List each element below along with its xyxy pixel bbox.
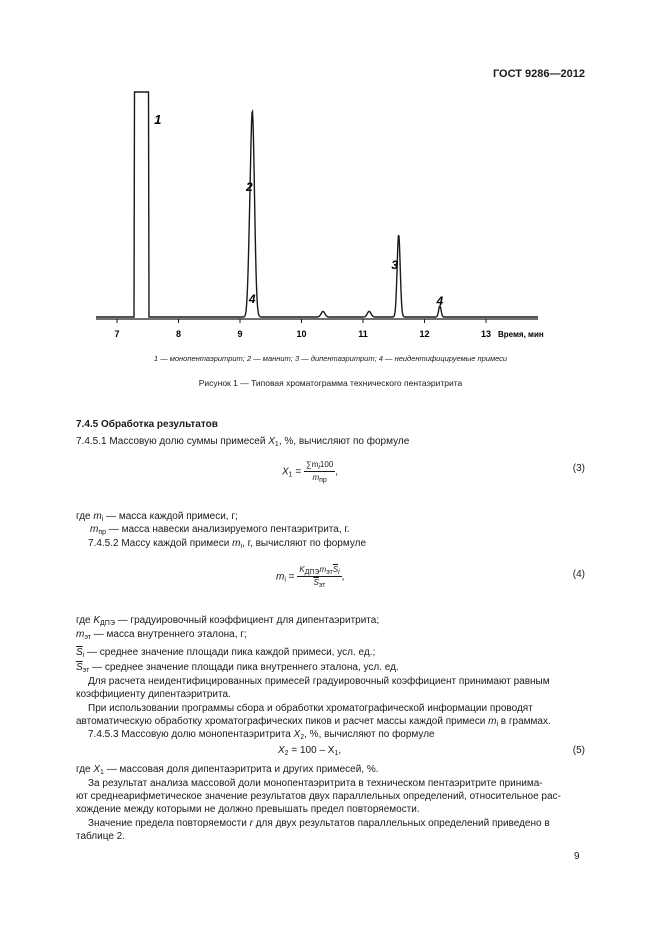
paragraph-7452: 7.4.5.2 Массу каждой примеси $m_i$, г, вычисляют по формуле bbox=[88, 538, 367, 550]
x-tick-label-10: 10 bbox=[296, 329, 307, 339]
x-tick-labels bbox=[114, 329, 491, 339]
x-axis bbox=[96, 319, 538, 323]
paragraph-limit-2: таблице 2. bbox=[76, 831, 126, 842]
equation-3-number: (3) bbox=[572, 463, 585, 474]
paragraph-result-3: хождение между которыми не должно превышать предел повторяемости. bbox=[76, 804, 420, 815]
x-tick-label-8: 8 bbox=[175, 329, 182, 339]
where-met: $m_{эт}$ — масса внутреннего эталона, г; bbox=[76, 629, 247, 641]
paragraph-limit-1: Значение предела повторяемости r для двух результатов параллельных определений приведено в bbox=[88, 818, 550, 829]
peak-label-1: 1 bbox=[154, 112, 162, 127]
x-tick-label-12: 12 bbox=[419, 329, 430, 339]
paragraph-result-2: ют среднеарифметическое значение результатов двух параллельных определений, относительное рас- bbox=[76, 791, 561, 802]
where-kdpe: где $K_{ДПЭ}$ — градуировочный коэффициент для дипентаэритрита; bbox=[76, 615, 380, 627]
section-title: 7.4.5 Обработка результатов bbox=[76, 419, 218, 430]
chromatogram-chart bbox=[0, 0, 661, 350]
equation-5-number: (5) bbox=[572, 745, 585, 756]
paragraph-7451: 7.4.5.1 Массовую долю суммы примесей $X_1$, %, вычисляют по формуле bbox=[76, 436, 410, 448]
paragraph-auto-2: автоматическую обработку хроматографических пиков и расчет массы каждой примеси $m_i$ в граммах. bbox=[76, 716, 551, 728]
figure-legend: 1 — монопентаэритрит; 2 — маннит; 3 — дипентаэритрит; 4 — неидентифицируемые примеси bbox=[153, 354, 508, 363]
paragraph-unidentified-1: Для расчета неидентифицированных примесей градуировочный коэффициент принимают равным bbox=[88, 676, 550, 687]
where-mpr: $m_{пр}$ — масса навески анализируемого пентаэритрита, г. bbox=[90, 524, 350, 536]
where-mi: где $m_i$ — масса каждой примеси, г; bbox=[76, 511, 238, 523]
x-tick-label-11: 11 bbox=[358, 329, 368, 339]
where-x1: где $X_1$ — массовая доля дипентаэритрита и других примесей, %. bbox=[76, 764, 379, 776]
paragraph-7453: 7.4.5.3 Массовую долю монопентаэритрита $X_2$, %, вычисляют по формуле bbox=[88, 729, 435, 741]
equation-4-number: (4) bbox=[572, 569, 585, 580]
paragraph-auto-1: При использовании программы сбора и обработки хроматографической информации проводят bbox=[88, 703, 533, 714]
x-tick-label-7: 7 bbox=[114, 329, 120, 339]
equation-4: $m_i$ = $\frac{KДПЭmэт\overline{S}i}{\overline{S}эт}$ , bbox=[276, 565, 345, 589]
paragraph-unidentified-2: коэффициенту дипентаэритрита. bbox=[76, 689, 231, 700]
peak-label-3: 3 bbox=[391, 258, 399, 272]
page-number: 9 bbox=[574, 851, 580, 862]
equation-5: $X_2 = 100 - X_1$, bbox=[278, 745, 342, 757]
paragraph-result-1: За результат анализа массовой доли монопентаэритрита в техническом пентаэритрите принима- bbox=[88, 778, 543, 789]
x-axis-label: Время, мин bbox=[498, 330, 544, 339]
equation-3: $X_1$ = $\frac{\sum mi100}{\text{mпр}}$ , bbox=[282, 460, 339, 484]
where-set: $\overline{S}_{эт}$ — среднее значение площади пика внутреннего эталона, усл. ед. bbox=[76, 662, 399, 674]
standard-header: ГОСТ 9286—2012 bbox=[492, 68, 585, 80]
x-tick-label-13: 13 bbox=[480, 329, 492, 339]
peak-label-4: 4 bbox=[248, 292, 256, 306]
where-si: $\overline{S}_i$ — среднее значение площади пика каждой примеси, усл. ед.; bbox=[76, 647, 376, 659]
peak-label-2: 2 bbox=[245, 180, 253, 194]
figure-caption: Рисунок 1 — Типовая хроматограмма технического пентаэритрита bbox=[198, 378, 463, 388]
chromatogram-trace-layer bbox=[96, 92, 538, 317]
chromatogram-trace bbox=[96, 92, 538, 317]
x-tick-label-9: 9 bbox=[237, 329, 243, 339]
peak-label-4: 4 bbox=[436, 294, 444, 308]
